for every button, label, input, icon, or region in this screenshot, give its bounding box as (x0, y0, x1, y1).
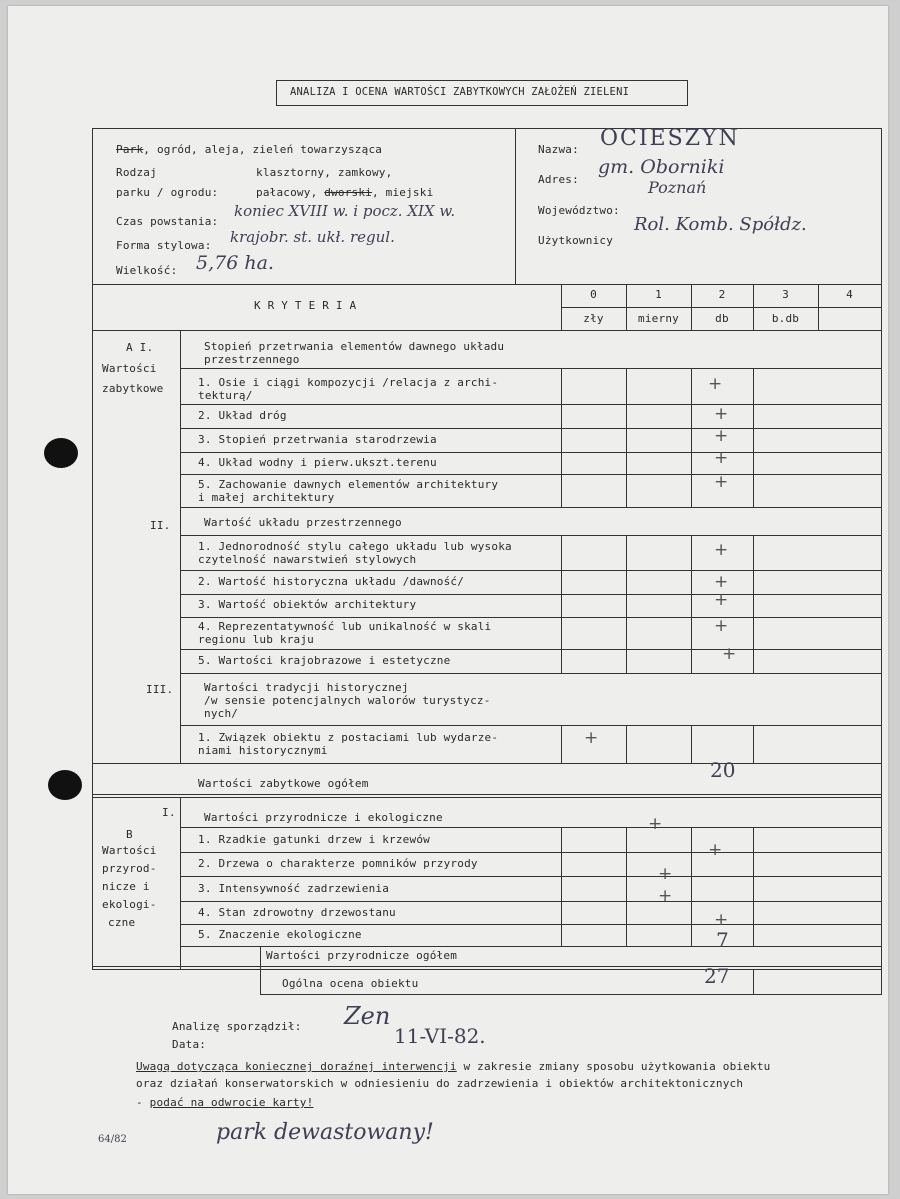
section-a-roman-3: III. (146, 683, 174, 696)
row-label: 1. Rzadkie gatunki drzew i krzewów (198, 833, 430, 846)
section-a-total-label: Wartości zabytkowe ogółem (198, 777, 369, 790)
overall-rating-label: Ogólna ocena obiektu (282, 977, 419, 990)
nazwa-label: Nazwa: (538, 143, 579, 156)
czas-value: koniec XVIII w. i pocz. XIX w. (234, 202, 456, 220)
handwritten-note: park dewastowany! (216, 1120, 434, 1145)
row-label: 2. Wartość historyczna układu /dawność/ (198, 575, 465, 588)
group-a1-heading: Stopień przetrwania elementów dawnego układu (204, 340, 505, 353)
wojewodztwo-label: Województwo: (538, 204, 620, 217)
row-label-cont: tekturą/ (198, 389, 253, 402)
note-rest: w zakresie zmiany sposobu użytkowania obiektu (456, 1060, 771, 1073)
score-mark: + (714, 590, 729, 610)
score-column-number: 4 (846, 288, 853, 301)
note-underlined-2: podać na odwrocie karty! (149, 1096, 314, 1109)
row-label: 3. Stopień przetrwania starodrzewia (198, 433, 437, 446)
note-line-3 (136, 1096, 313, 1109)
note-line-1 (136, 1060, 771, 1073)
note-line-2: oraz działań konserwatorskich w odniesieniu do zadrzewienia i obiektów architektonicznych (136, 1077, 744, 1090)
group-a3-heading-3: nych/ (204, 707, 239, 720)
section-b-label-3: przyrod- (102, 862, 157, 875)
row-label-cont: i małej architektury (198, 491, 335, 504)
score-mark: + (708, 840, 723, 860)
row-label-cont: regionu lub kraju (198, 633, 314, 646)
parku-label: parku / ogrodu: (116, 186, 219, 199)
row-label-cont: czytelność nawarstwień stylowych (198, 553, 417, 566)
row-label: 4. Reprezentatywność lub unikalność w skali (198, 620, 492, 633)
rodzaj-value-2b: , miejski (372, 186, 434, 199)
section-b-label-6: czne (108, 916, 136, 929)
group-a1-heading-2: przestrzennego (204, 353, 300, 366)
row-label: 5. Znaczenie ekologiczne (198, 928, 362, 941)
forma-value: krajobr. st. ukł. regul. (230, 228, 395, 246)
section-a-roman-2: II. (150, 519, 171, 532)
punch-hole (44, 438, 78, 468)
rodzaj-value-2a: pałacowy, (256, 186, 325, 199)
adres-value-2: Poznań (648, 178, 707, 197)
score-column-label: b.db (771, 312, 800, 325)
czas-label: Czas powstania: (116, 215, 219, 228)
section-b-label-2: Wartości (102, 844, 157, 857)
note-underlined: Uwagą dotycząca koniecznej doraźnej interwencji (136, 1060, 457, 1073)
signature: Zen (344, 1002, 391, 1030)
row-label: 4. Układ wodny i pierw.ukszt.terenu (198, 456, 437, 469)
park-type-rest: , ogród, aleja, zieleń towarzysząca (143, 143, 383, 156)
park-struck: Park (116, 143, 144, 156)
score-mark: + (714, 540, 729, 560)
group-a2-heading: Wartość układu przestrzennego (204, 516, 402, 529)
section-a-label-2: Wartości (102, 362, 157, 375)
punch-hole (48, 770, 82, 800)
row-label: 4. Stan zdrowotny drzewostanu (198, 906, 396, 919)
document-page (8, 6, 888, 1194)
section-a-total-value: 20 (710, 758, 736, 782)
section-a-label: A I. (126, 341, 154, 354)
group-b1-heading: Wartości przyrodnicze i ekologiczne (204, 811, 443, 824)
row-label: 5. Wartości krajobrazowe i estetyczne (198, 654, 451, 667)
score-mark: + (722, 644, 737, 664)
adres-value-1: gm. Oborniki (598, 156, 725, 178)
rodzaj-value-1: klasztorny, zamkowy, (256, 166, 393, 179)
rodzaj-value-2-struck: dworski (324, 186, 372, 199)
score-mark: + (584, 728, 599, 748)
group-a3-heading-2: /w sensie potencjalnych walorów turystycz- (204, 694, 491, 707)
row-label: 2. Układ dróg (198, 409, 287, 422)
score-mark: + (658, 886, 673, 906)
adres-label: Adres: (538, 173, 579, 186)
score-mark: + (714, 426, 729, 446)
rodzaj-label: Rodzaj (116, 166, 157, 179)
section-b-label-4: nicze i (102, 880, 150, 893)
wielkosc-label: Wielkość: (116, 264, 178, 277)
score-mark: + (648, 814, 663, 834)
row-label: 5. Zachowanie dawnych elementów architektury (198, 478, 499, 491)
row-label: 1. Związek obiektu z postaciami lub wydarze- (198, 731, 499, 744)
score-column-label: db (715, 312, 729, 325)
row-label-cont: niami historycznymi (198, 744, 328, 757)
score-mark: + (714, 404, 729, 424)
row-label: 2. Drzewa o charakterze pomników przyrody (198, 857, 478, 870)
nazwa-value: OCIESZYN (600, 126, 740, 151)
score-column-label: zły (583, 312, 604, 325)
score-mark: + (658, 864, 673, 884)
overall-rating-value: 27 (704, 964, 730, 988)
score-mark: + (714, 448, 729, 468)
kryteria-label: K R Y T E R I A (254, 299, 357, 312)
archive-number: 64/82 (98, 1134, 127, 1145)
score-mark: + (714, 472, 729, 492)
score-column-label: mierny (638, 312, 679, 325)
uzytkownicy-value: Rol. Komb. Spółdz. (634, 214, 807, 235)
score-mark: + (708, 374, 723, 394)
row-label: 3. Wartość obiektów architektury (198, 598, 417, 611)
section-b-roman: I. (162, 806, 176, 819)
document-title: ANALIZA I OCENA WARTOŚCI ZABYTKOWYCH ZAŁOŻEŃ ZIELENI (290, 86, 630, 98)
row-label: 1. Jednorodność stylu całego układu lub wysoka (198, 540, 512, 553)
score-column-number: 0 (590, 288, 597, 301)
section-b-label: B (126, 828, 133, 841)
score-mark: + (714, 572, 729, 592)
section-b-total-value: 7 (716, 928, 729, 952)
date-label: Data: (172, 1038, 207, 1051)
group-a3-heading: Wartości tradycji historycznej (204, 681, 409, 694)
date-value: 11-VI-82. (394, 1024, 486, 1048)
wielkosc-value: 5,76 ha. (196, 252, 274, 274)
score-mark: + (714, 910, 729, 930)
score-column-number: 1 (655, 288, 662, 301)
park-type-line (116, 143, 382, 156)
row-label: 3. Intensywność zadrzewienia (198, 882, 390, 895)
score-column-number: 2 (718, 288, 726, 301)
forma-label: Forma stylowa: (116, 239, 212, 252)
score-mark: + (714, 616, 729, 636)
section-b-total-label: Wartości przyrodnicze ogółem (266, 949, 458, 962)
section-a-label-3: zabytkowe (102, 382, 164, 395)
uzytkownicy-label: Użytkownicy (538, 234, 614, 247)
row-label: 1. Osie i ciągi kompozycji /relacja z archi- (198, 376, 499, 389)
note-dash: - (136, 1096, 150, 1109)
section-b-label-5: ekologi- (102, 898, 157, 911)
prepared-by-label: Analizę sporządził: (172, 1020, 302, 1033)
score-column-number: 3 (782, 288, 789, 301)
rodzaj-value-2 (256, 186, 433, 199)
